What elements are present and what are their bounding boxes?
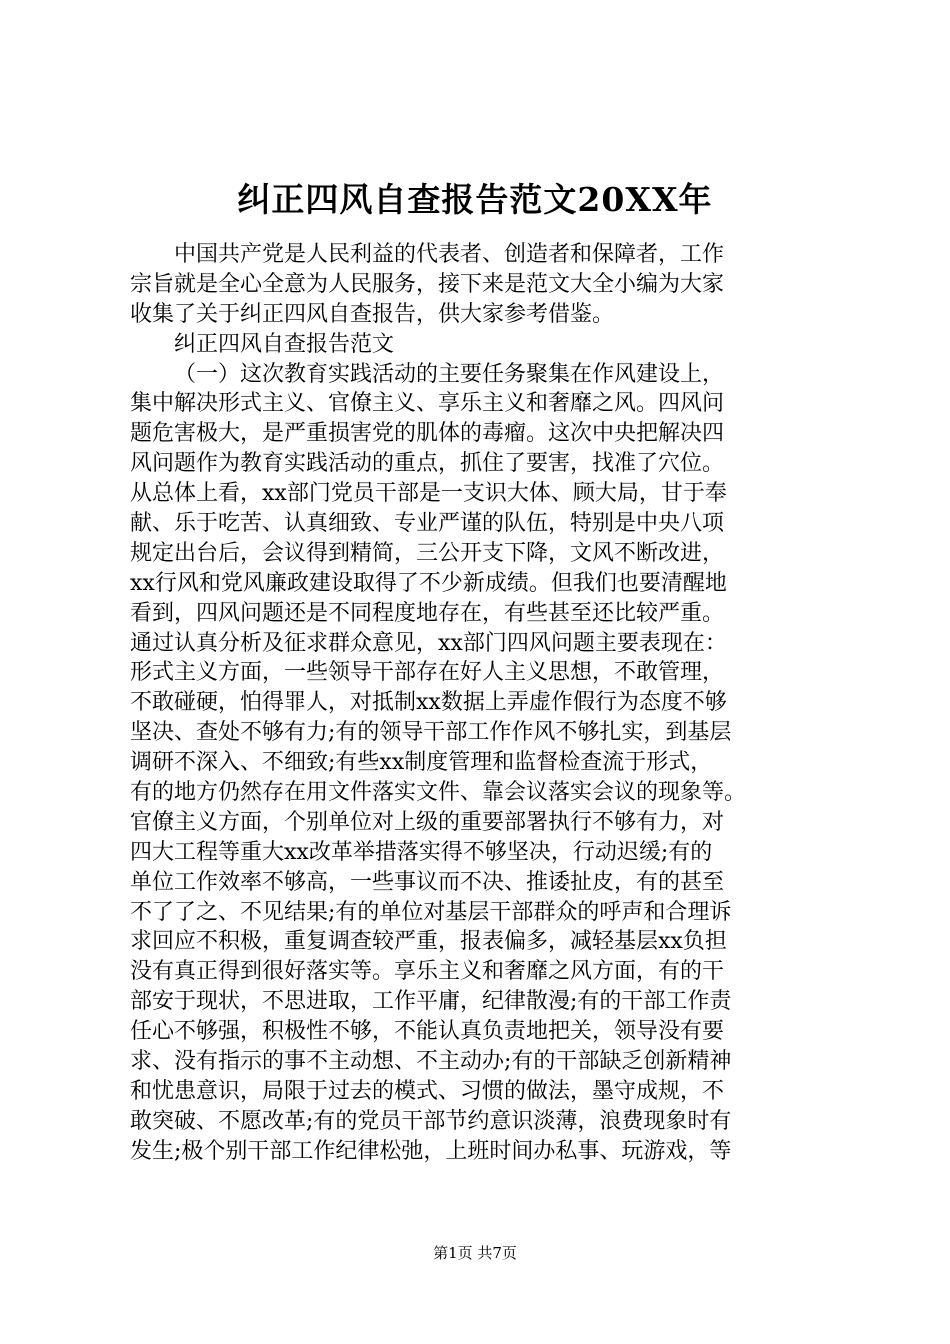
body-line: 没有真正得到很好落实等。享乐主义和奢靡之风方面，有的干	[130, 959, 725, 985]
body-line: 形式主义方面，一些领导干部存在好人主义思想，不敢管理，	[130, 660, 725, 686]
body-line: 官僚主义方面，个别单位对上级的重要部署执行不够有力，对	[130, 809, 725, 835]
body-line: 任心不够强，积极性不够，不能认真负责地把关，领导没有要	[130, 1019, 725, 1045]
body-line: 不敢碰硬，怕得罪人，对抵制xx数据上弄虚作假行为态度不够	[130, 690, 727, 716]
document-body	[130, 240, 830, 1167]
section-heading: 纠正四风自查报告范文	[174, 331, 395, 357]
page-footer: 第1页 共7页	[433, 1244, 517, 1262]
body-line: 调研不深入、不细致;有些xx制度管理和监督检查流于形式，	[130, 750, 713, 776]
body-line: 从总体上看，xx部门党员干部是一支识大体、顾大局，甘于奉	[130, 481, 727, 507]
body-line: 中国共产党是人民利益的代表者、创造者和保障者，工作	[174, 242, 725, 267]
body-line: xx行风和党风廉政建设取得了不少新成绩。但我们也要清醒地	[130, 570, 727, 596]
body-line: 风问题作为教育实践活动的重点，抓住了要害，找准了穴位。	[130, 451, 725, 477]
body-line: 不了了之、不见结果;有的单位对基层干部群众的呼声和合理诉	[130, 899, 732, 925]
body-line: （一）这次教育实践活动的主要任务聚集在作风建设上，	[174, 361, 725, 387]
body-line: 四大工程等重大xx改革举措落实得不够坚决，行动迟缓;有的	[130, 839, 713, 865]
body-line: 规定出台后，会议得到精简，三公开支下降，文风不断改进，	[130, 540, 725, 566]
body-line: 献、乐于吃苦、认真细致、专业严谨的队伍，特别是中央八项	[130, 511, 725, 537]
document-title: 纠正四风自查报告范文20XX年	[237, 180, 713, 219]
body-line: 单位工作效率不够高，一些事议而不决、推诿扯皮，有的甚至	[130, 869, 725, 895]
body-line: 敢突破、不愿改革;有的党员干部节约意识淡薄，浪费现象时有	[130, 1108, 732, 1134]
body-line: 坚决、查处不够有力;有的领导干部工作作风不够扎实，到基层	[130, 720, 732, 746]
body-line: 求、没有指示的事不主动想、不主动办;有的干部缺乏创新精神	[130, 1049, 732, 1075]
body-line: 看到，四风问题还是不同程度地存在，有些甚至还比较严重。	[130, 600, 725, 626]
body-line: 有的地方仍然存在用文件落实文件、靠会议落实会议的现象等。	[130, 780, 747, 806]
body-line: 求回应不积极，重复调查较严重，报表偏多，减轻基层xx负担	[130, 929, 727, 955]
body-line: 宗旨就是全心全意为人民服务，接下来是范文大全小编为大家	[130, 271, 725, 297]
body-line: 和忧患意识，局限于过去的模式、习惯的做法，墨守成规，不	[130, 1078, 725, 1104]
body-line: 发生;极个别干部工作纪律松弛，上班时间办私事、玩游戏，等	[130, 1138, 732, 1164]
body-line: 题危害极大，是严重损害党的肌体的毒瘤。这次中央把解决四	[130, 421, 725, 447]
body-line: 收集了关于纠正四风自查报告，供大家参考借鉴。	[130, 301, 615, 327]
body-line: 集中解决形式主义、官僚主义、享乐主义和奢靡之风。四风问	[130, 391, 725, 417]
body-line: 通过认真分析及征求群众意见，xx部门四风问题主要表现在：	[130, 630, 727, 656]
body-line: 部安于现状，不思进取，工作平庸，纪律散漫;有的干部工作责	[130, 989, 732, 1015]
